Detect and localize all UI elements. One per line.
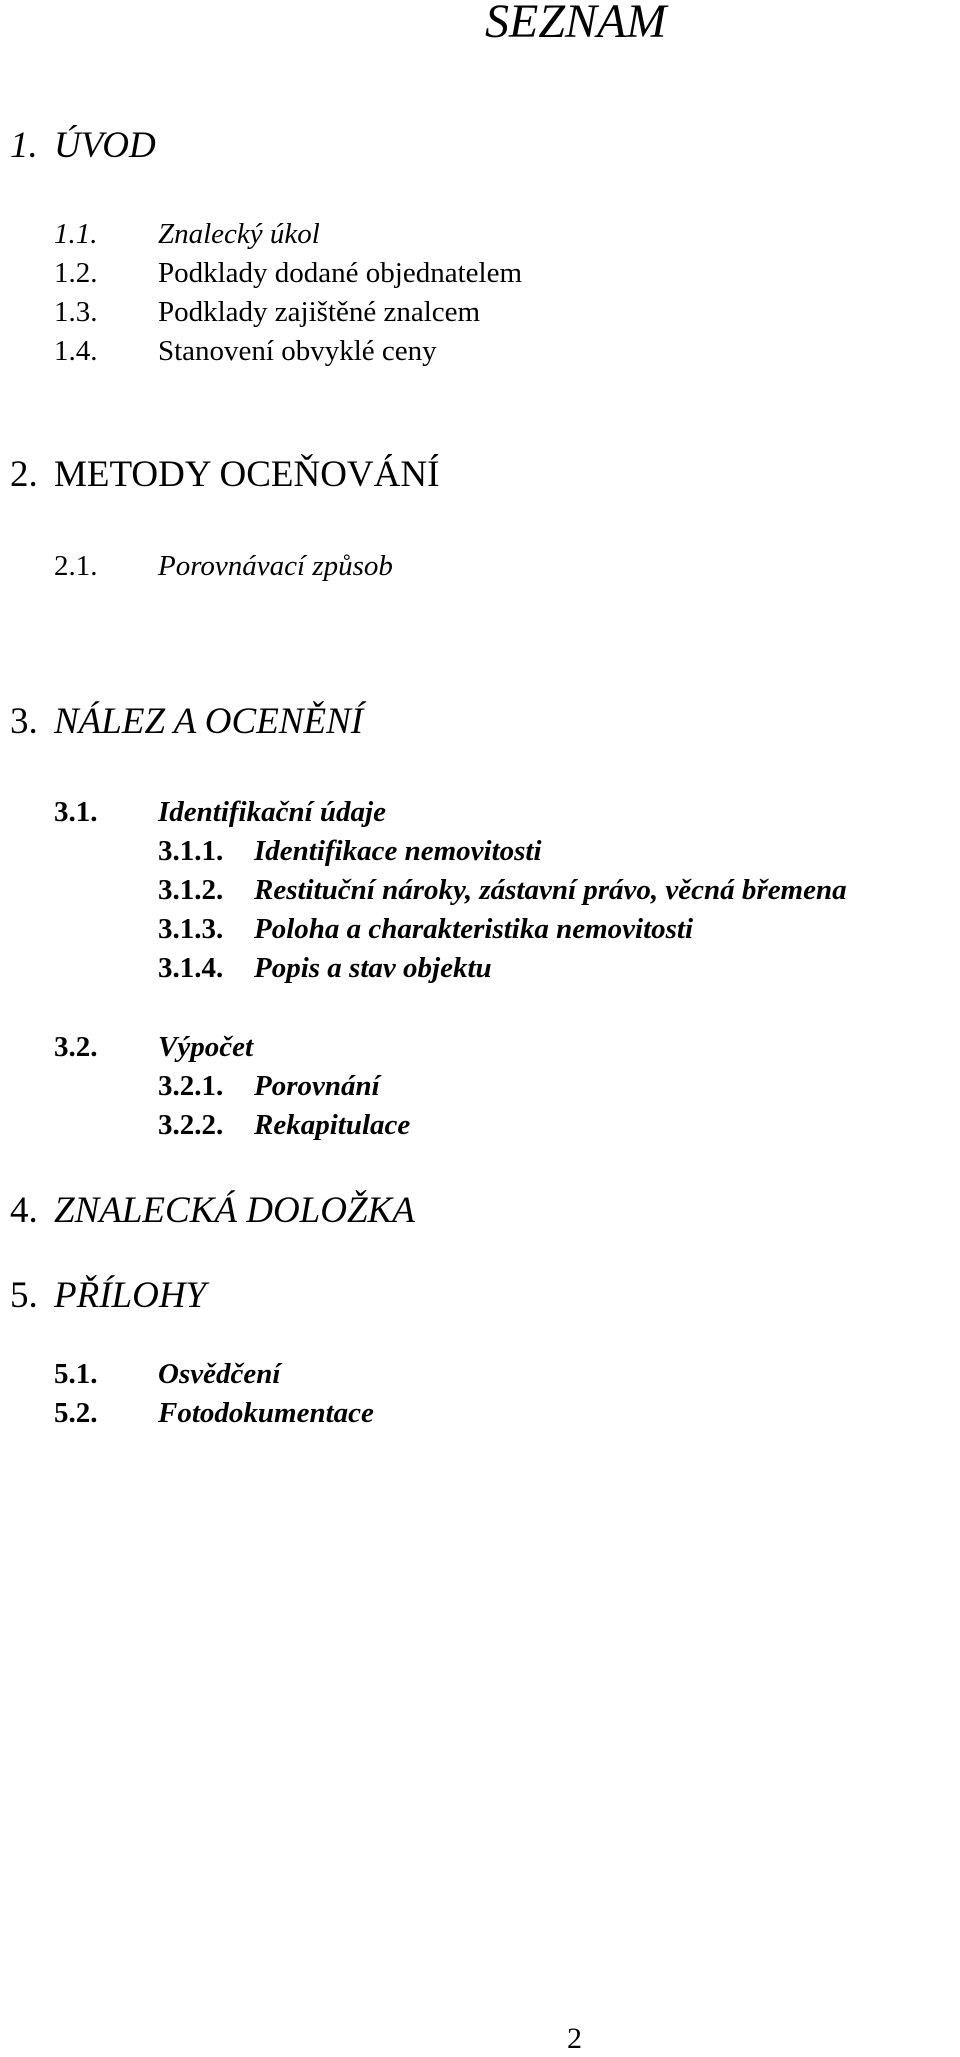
- toc-item-3-2-1: 3.2.1. Porovnání: [158, 1070, 380, 1102]
- toc-heading-4: 4. ZNALECKÁ DOLOŽKA: [10, 1190, 415, 1231]
- document-page: SEZNAM 1. ÚVOD 1.1. Znalecký úkol 1.2. Podklady dodané objednatelem 1.3. Podklady zajištěné znalcem 1.4. Stanovení obvyklé ceny 2. METODY OCEŇOVÁNÍ 2.1. Porovnávací způsob 3. NÁLEZ A OCENĚNÍ 3.1. Identifikační údaje 3.1.1. Identifikace nemovitosti 3.1.2. Restituční nároky, zástavní právo, věcná břemena 3.1.3. Poloha a charakteristika nemovitosti 3.1.4. Popis a stav objektu 3.2. Výpočet 3.2.1. Porovnání 3.2.2. Rekapitulace 4. ZNALECKÁ DOLOŽKA 5. PŘÍLOHY 5.1. Osvědčení 5.2. Fotodokumentace 2: [10, 0, 847, 2055]
- page-title: SEZNAM: [485, 0, 667, 48]
- toc-item-3-1-4: 3.1.4. Popis a stav objektu: [158, 952, 492, 984]
- toc-heading-2: 2. METODY OCEŇOVÁNÍ: [10, 454, 440, 495]
- toc-item-3-1-1: 3.1.1. Identifikace nemovitosti: [158, 835, 542, 867]
- toc-heading-5: 5. PŘÍLOHY: [10, 1275, 207, 1316]
- toc-heading-3: 3. NÁLEZ A OCENĚNÍ: [10, 701, 364, 742]
- toc-heading-1: 1. ÚVOD: [10, 125, 156, 166]
- page-number: 2: [567, 2022, 582, 2055]
- toc-item-3-1-2: 3.1.2. Restituční nároky, zástavní právo, věcná břemena: [158, 874, 847, 906]
- toc-item-3-2-2: 3.2.2. Rekapitulace: [158, 1109, 411, 1141]
- toc-item-3-1-3: 3.1.3. Poloha a charakteristika nemovitosti: [158, 913, 694, 945]
